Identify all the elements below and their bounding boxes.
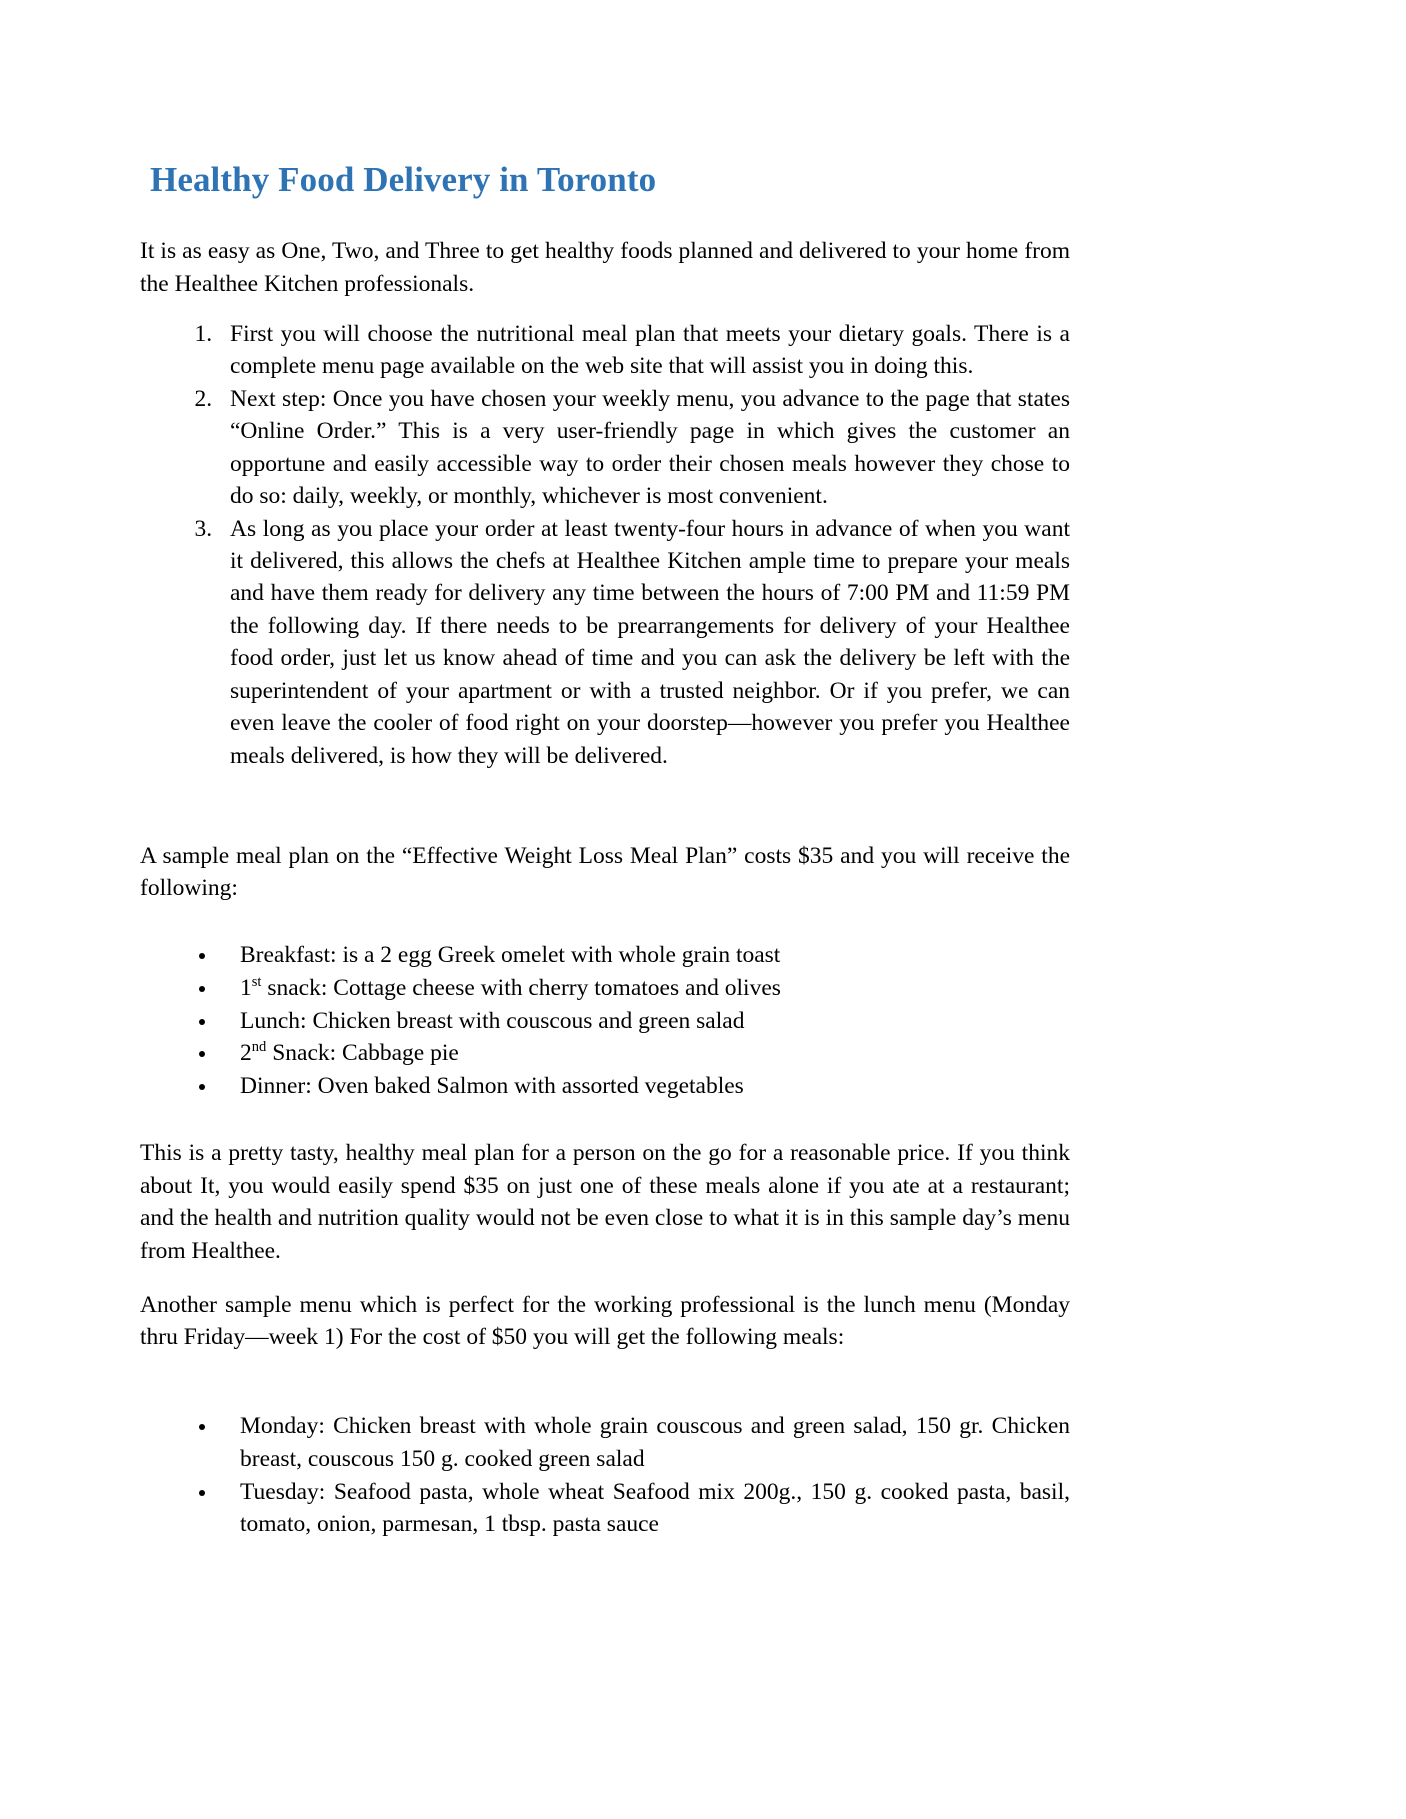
meal-ordinal-number: 2 xyxy=(240,1040,252,1067)
document-content xyxy=(140,160,1070,1541)
spacer xyxy=(140,1267,1070,1289)
list-item xyxy=(218,1005,1070,1038)
spacer xyxy=(140,905,1070,939)
meal-item-text: Breakfast: is a 2 egg Greek omelet with whole grain toast xyxy=(240,941,781,968)
meal-item-text: Lunch: Chicken breast with couscous and green salad xyxy=(240,1007,745,1034)
intro-paragraph: It is as easy as One, Two, and Three to get healthy foods planned and delivered to your home from the Healthee Kitchen professionals. xyxy=(140,238,1070,297)
list-item: 1. First you will choose the nutritional meal plan that meets your dietary goals. There is a complete menu page available on the web site that will assist you in doing this. xyxy=(218,318,1070,383)
spacer xyxy=(140,1354,1070,1410)
meal-item-text: snack: Cottage cheese with cherry tomatoes and olives xyxy=(261,974,781,1001)
list-item: • Tuesday: Seafood pasta, whole wheat Seafood mix 200g., 150 g. cooked pasta, basil, tomato, onion, parmesan, 1 tbsp. pasta sauce xyxy=(218,1476,1070,1542)
meal-item-text: Snack: Cabbage pie xyxy=(266,1040,459,1067)
commentary-paragraph: This is a pretty tasty, healthy meal plan for a person on the go for a reasonable price. If you think about It, you would easily spend $35 on just one of these meals alone if you ate at a restaurant; and the health and nutrition quality would not be even close to what it is in this sample day’s menu from Healthee. xyxy=(140,1140,1070,1264)
list-item: 3. As long as you place your order at least twenty-four hours in advance of when you want it delivered, this allows the chefs at Healthee Kitchen ample time to prepare your meals and have them ready for delivery any time between the hours of 7:00 PM and 11:59 PM the following day. If there needs to be prearrangements for delivery of your Healthee food order, just let us know ahead of time and you can ask the delivery be left with the superintendent of your apartment or with a trusted neighbor. Or if you prefer, we can even leave the cooler of food right on your doorstep—however you prefer you Healthee meals delivered, is how they will be delivered. xyxy=(218,513,1070,772)
list-item xyxy=(218,972,1070,1005)
page-title: Healthy Food Delivery in Toronto xyxy=(150,160,657,199)
list-item: 2. Next step: Once you have chosen your weekly menu, you advance to the page that states “Online Order.” This is a very user-friendly page in which gives the customer an opportune and easily accessible way to order their chosen meals however they chose to do so: daily, weekly, or monthly, whichever is most convenient. xyxy=(218,383,1070,513)
list-item xyxy=(218,939,1070,972)
spacer xyxy=(140,1103,1070,1137)
numbered-steps-list xyxy=(140,318,1070,772)
list-item xyxy=(218,1037,1070,1070)
meal-item-text: Dinner: Oven baked Salmon with assorted vegetables xyxy=(240,1073,744,1100)
list-item: • Monday: Chicken breast with whole grain couscous and green salad, 150 gr. Chicken breast, couscous 150 g. cooked green salad xyxy=(218,1410,1070,1476)
sample-plan-list xyxy=(140,939,1070,1103)
meal-ordinal-suffix: nd xyxy=(251,1039,267,1056)
meal-ordinal-number: 1 xyxy=(240,974,252,1001)
meal-ordinal-suffix: st xyxy=(251,973,262,990)
sample-plan-intro-paragraph: A sample meal plan on the “Effective Weight Loss Meal Plan” costs $35 and you will receive the following: xyxy=(140,842,1070,902)
lunch-menu-intro-paragraph: Another sample menu which is perfect for the working professional is the lunch menu (Monday thru Friday—week 1) For the cost of $50 you will get the following meals: xyxy=(140,1291,1070,1351)
spacer xyxy=(140,772,1070,840)
lunch-menu-list xyxy=(140,1410,1070,1542)
list-item xyxy=(218,1070,1070,1103)
